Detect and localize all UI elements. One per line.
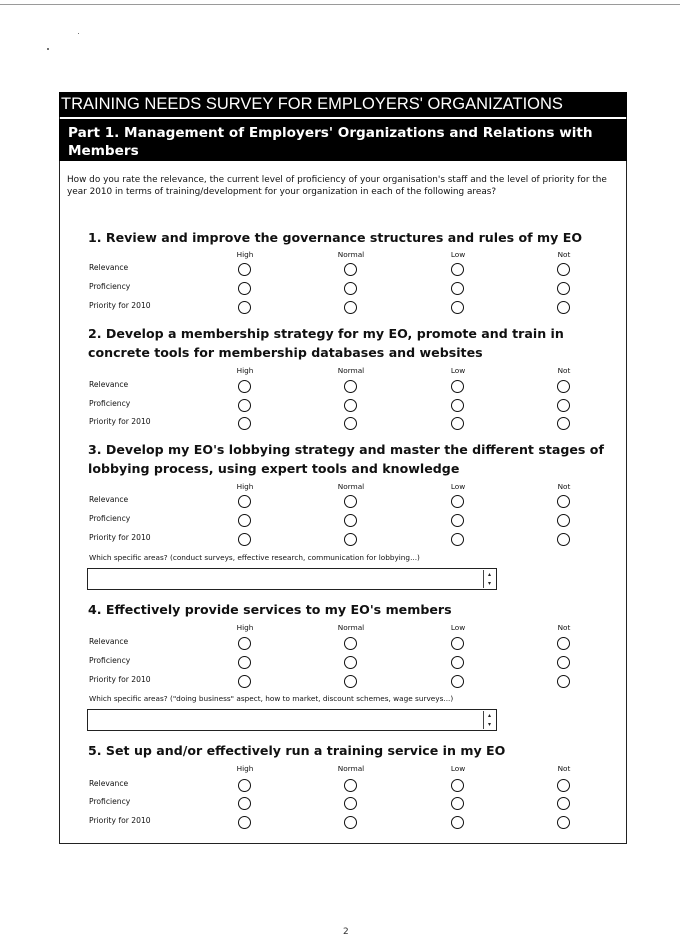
radio-priority-not[interactable]	[557, 417, 570, 430]
part-title: Part 1. Management of Employers' Organizations and Relations with Members	[59, 119, 627, 161]
radio-relevance-high[interactable]	[238, 637, 251, 650]
scale-header-high: High	[236, 366, 254, 375]
radio-relevance-normal[interactable]	[344, 637, 357, 650]
radio-proficiency-normal[interactable]	[344, 514, 357, 527]
specific-areas-input[interactable]	[87, 709, 497, 731]
scale-header-low: Low	[450, 482, 466, 491]
radio-proficiency-high[interactable]	[238, 656, 251, 669]
radio-relevance-not[interactable]	[557, 495, 570, 508]
scroll-down-arrow-icon[interactable]: ▾	[487, 580, 491, 587]
row-label-priority: Priority for 2010	[89, 816, 151, 825]
scale-header-normal: Normal	[337, 250, 365, 259]
radio-proficiency-low[interactable]	[451, 282, 464, 295]
row-label-priority: Priority for 2010	[89, 675, 151, 684]
radio-relevance-high[interactable]	[238, 380, 251, 393]
radio-relevance-not[interactable]	[557, 637, 570, 650]
scale-header-normal: Normal	[337, 764, 365, 773]
scale-header-not: Not	[557, 764, 571, 773]
question-title: 4. Effectively provide services to my EO's members	[88, 602, 452, 617]
row-label-relevance: Relevance	[89, 779, 129, 788]
radio-priority-low[interactable]	[451, 301, 464, 314]
radio-relevance-high[interactable]	[238, 779, 251, 792]
scale-header-normal: Normal	[337, 482, 365, 491]
scale-header-high: High	[236, 482, 254, 491]
radio-relevance-low[interactable]	[451, 495, 464, 508]
radio-priority-not[interactable]	[557, 675, 570, 688]
radio-priority-high[interactable]	[238, 301, 251, 314]
scale-header-low: Low	[450, 366, 466, 375]
radio-priority-high[interactable]	[238, 533, 251, 546]
radio-relevance-normal[interactable]	[344, 779, 357, 792]
radio-relevance-not[interactable]	[557, 779, 570, 792]
radio-relevance-normal[interactable]	[344, 495, 357, 508]
radio-relevance-high[interactable]	[238, 495, 251, 508]
row-label-proficiency: Proficiency	[89, 514, 131, 523]
scale-header-high: High	[236, 250, 254, 259]
radio-priority-low[interactable]	[451, 533, 464, 546]
scale-header-low: Low	[450, 250, 466, 259]
row-label-proficiency: Proficiency	[89, 656, 131, 665]
radio-priority-not[interactable]	[557, 301, 570, 314]
textbox-scrollbar[interactable]	[483, 711, 495, 729]
radio-priority-low[interactable]	[451, 417, 464, 430]
radio-proficiency-not[interactable]	[557, 656, 570, 669]
radio-proficiency-high[interactable]	[238, 399, 251, 412]
radio-priority-normal[interactable]	[344, 675, 357, 688]
radio-proficiency-high[interactable]	[238, 514, 251, 527]
scale-header-not: Not	[557, 623, 571, 632]
radio-priority-not[interactable]	[557, 816, 570, 829]
radio-priority-normal[interactable]	[344, 533, 357, 546]
radio-relevance-normal[interactable]	[344, 380, 357, 393]
radio-priority-normal[interactable]	[344, 301, 357, 314]
scan-speck	[78, 33, 79, 34]
radio-relevance-low[interactable]	[451, 263, 464, 276]
specific-areas-prompt: Which specific areas? (conduct surveys, effective research, communication for lobbying...)	[89, 553, 420, 562]
radio-proficiency-low[interactable]	[451, 399, 464, 412]
radio-proficiency-normal[interactable]	[344, 797, 357, 810]
scale-header-low: Low	[450, 623, 466, 632]
radio-relevance-low[interactable]	[451, 380, 464, 393]
scale-header-high: High	[236, 764, 254, 773]
radio-priority-normal[interactable]	[344, 816, 357, 829]
radio-priority-normal[interactable]	[344, 417, 357, 430]
radio-proficiency-normal[interactable]	[344, 656, 357, 669]
radio-relevance-normal[interactable]	[344, 263, 357, 276]
radio-proficiency-normal[interactable]	[344, 399, 357, 412]
radio-proficiency-high[interactable]	[238, 797, 251, 810]
row-label-priority: Priority for 2010	[89, 301, 151, 310]
scale-header-not: Not	[557, 366, 571, 375]
specific-areas-prompt: Which specific areas? ("doing business" aspect, how to market, discount schemes, wage surveys...)	[89, 694, 454, 703]
radio-relevance-not[interactable]	[557, 263, 570, 276]
radio-proficiency-high[interactable]	[238, 282, 251, 295]
scale-header-low: Low	[450, 764, 466, 773]
radio-proficiency-low[interactable]	[451, 656, 464, 669]
scale-header-normal: Normal	[337, 366, 365, 375]
row-label-relevance: Relevance	[89, 263, 129, 272]
scale-header-high: High	[236, 623, 254, 632]
radio-relevance-low[interactable]	[451, 779, 464, 792]
radio-priority-low[interactable]	[451, 816, 464, 829]
radio-priority-low[interactable]	[451, 675, 464, 688]
radio-proficiency-low[interactable]	[451, 514, 464, 527]
question-title: 3. Develop my EO's lobbying strategy and master the different stages of lobbying process, using expert tools and knowledge	[88, 442, 604, 476]
row-label-proficiency: Proficiency	[89, 399, 131, 408]
question-title: 2. Develop a membership strategy for my EO, promote and train in concrete tools for membership databases and websites	[88, 326, 564, 360]
page-number: 2	[343, 927, 349, 937]
radio-proficiency-not[interactable]	[557, 797, 570, 810]
specific-areas-input[interactable]	[87, 568, 497, 590]
row-label-relevance: Relevance	[89, 495, 129, 504]
radio-proficiency-low[interactable]	[451, 797, 464, 810]
scale-header-not: Not	[557, 250, 571, 259]
scroll-down-arrow-icon[interactable]: ▾	[487, 721, 491, 728]
row-label-priority: Priority for 2010	[89, 417, 151, 426]
scroll-up-arrow-icon[interactable]: ▴	[487, 571, 491, 578]
question-title: 1. Review and improve the governance structures and rules of my EO	[88, 230, 583, 245]
radio-proficiency-normal[interactable]	[344, 282, 357, 295]
scale-header-normal: Normal	[337, 623, 365, 632]
scan-speck	[47, 48, 49, 50]
radio-proficiency-not[interactable]	[557, 399, 570, 412]
survey-title: TRAINING NEEDS SURVEY FOR EMPLOYERS' ORGANIZATIONS	[59, 92, 627, 117]
row-label-proficiency: Proficiency	[89, 797, 131, 806]
row-label-relevance: Relevance	[89, 380, 129, 389]
radio-relevance-high[interactable]	[238, 263, 251, 276]
page-edge-line	[0, 4, 680, 5]
intro-text: How do you rate the relevance, the current level of proficiency of your organisation's staff and the level of priority for the year 2010 in terms of training/development for your organization in each of the following areas?	[67, 175, 607, 197]
radio-priority-high[interactable]	[238, 816, 251, 829]
scale-header-not: Not	[557, 482, 571, 491]
radio-proficiency-not[interactable]	[557, 514, 570, 527]
scroll-up-arrow-icon[interactable]: ▴	[487, 712, 491, 719]
radio-relevance-low[interactable]	[451, 637, 464, 650]
row-label-proficiency: Proficiency	[89, 282, 131, 291]
radio-priority-high[interactable]	[238, 675, 251, 688]
radio-priority-high[interactable]	[238, 417, 251, 430]
radio-priority-not[interactable]	[557, 533, 570, 546]
row-label-priority: Priority for 2010	[89, 533, 151, 542]
question-title: 5. Set up and/or effectively run a training service in my EO	[88, 743, 506, 758]
radio-relevance-not[interactable]	[557, 380, 570, 393]
radio-proficiency-not[interactable]	[557, 282, 570, 295]
row-label-relevance: Relevance	[89, 637, 129, 646]
textbox-scrollbar[interactable]	[483, 570, 495, 588]
